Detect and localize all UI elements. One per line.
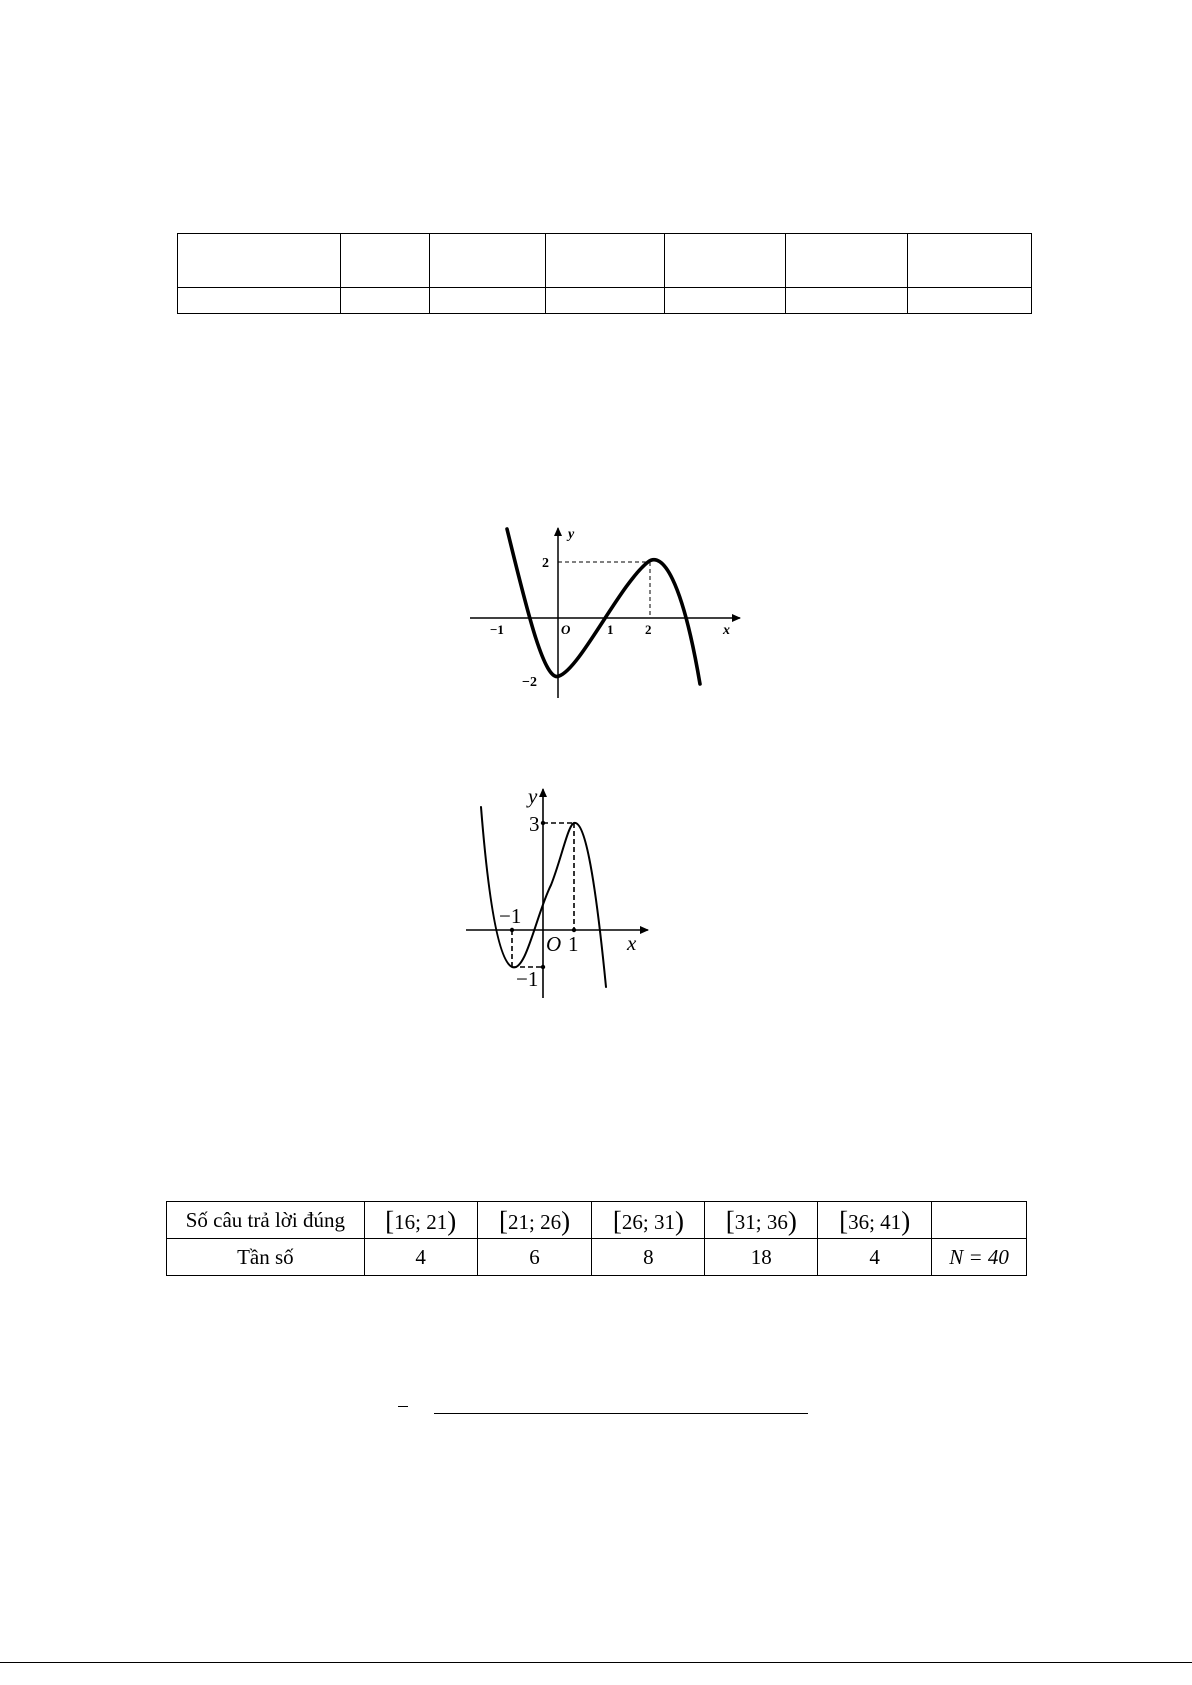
point-marker [541,821,545,825]
origin-label: O [561,622,571,637]
frequency-cell: 8 [592,1239,705,1276]
cell [340,288,429,314]
y-tick-label: −1 [516,967,539,991]
x-label: x [723,623,730,638]
curve [507,529,700,684]
cell [545,234,665,288]
cell [908,288,1032,314]
x-label: x [627,931,637,955]
point-marker [510,928,514,932]
table-row-intervals [167,1202,1027,1239]
y-label: y [528,785,538,808]
interval-cell: [26; 31) [592,1202,705,1239]
empty-table [177,233,1032,314]
total-cell: N = 40 [932,1239,1027,1276]
cell [178,234,341,288]
cell [429,288,545,314]
interval-cell: [36; 41) [818,1202,932,1239]
y-tick-label: −2 [522,675,537,690]
cell [178,288,341,314]
y-label: y [568,527,575,542]
x-tick-label: 1 [568,932,579,956]
empty-table-row-1 [178,234,1032,288]
y-tick-label: 3 [529,812,540,836]
fraction-line [434,1413,808,1414]
header-label: Số câu trả lời đúng [167,1202,365,1239]
cell [786,288,908,314]
empty-table-row-2 [178,288,1032,314]
x-tick-label: −1 [490,622,504,637]
x-tick-label: −1 [499,904,522,928]
interval-cell: [16; 21) [364,1202,477,1239]
cell [908,234,1032,288]
x-tick-label: 1 [607,622,614,637]
cell [545,288,665,314]
empty-cell [932,1202,1027,1239]
minus-sign [398,1406,408,1407]
x-tick-label: 2 [645,622,652,637]
point-marker [541,965,545,969]
table-row-frequencies [167,1239,1027,1276]
row-label: Tần số [167,1239,365,1276]
frequency-cell: 4 [818,1239,932,1276]
cell [786,234,908,288]
frequency-cell: 6 [477,1239,592,1276]
interval-cell: [21; 26) [477,1202,592,1239]
cubic-graph-1 [462,522,752,702]
footer-rule [0,1662,1192,1663]
cell [665,288,786,314]
cubic-graph-2 [456,785,656,1005]
cell [340,234,429,288]
cell [429,234,545,288]
frequency-cell: 4 [364,1239,477,1276]
frequency-table [166,1201,1027,1276]
cell [665,234,786,288]
origin-label: O [546,932,562,956]
interval-cell: [31; 36) [705,1202,818,1239]
y-tick-label: 2 [542,556,549,571]
frequency-cell: 18 [705,1239,818,1276]
